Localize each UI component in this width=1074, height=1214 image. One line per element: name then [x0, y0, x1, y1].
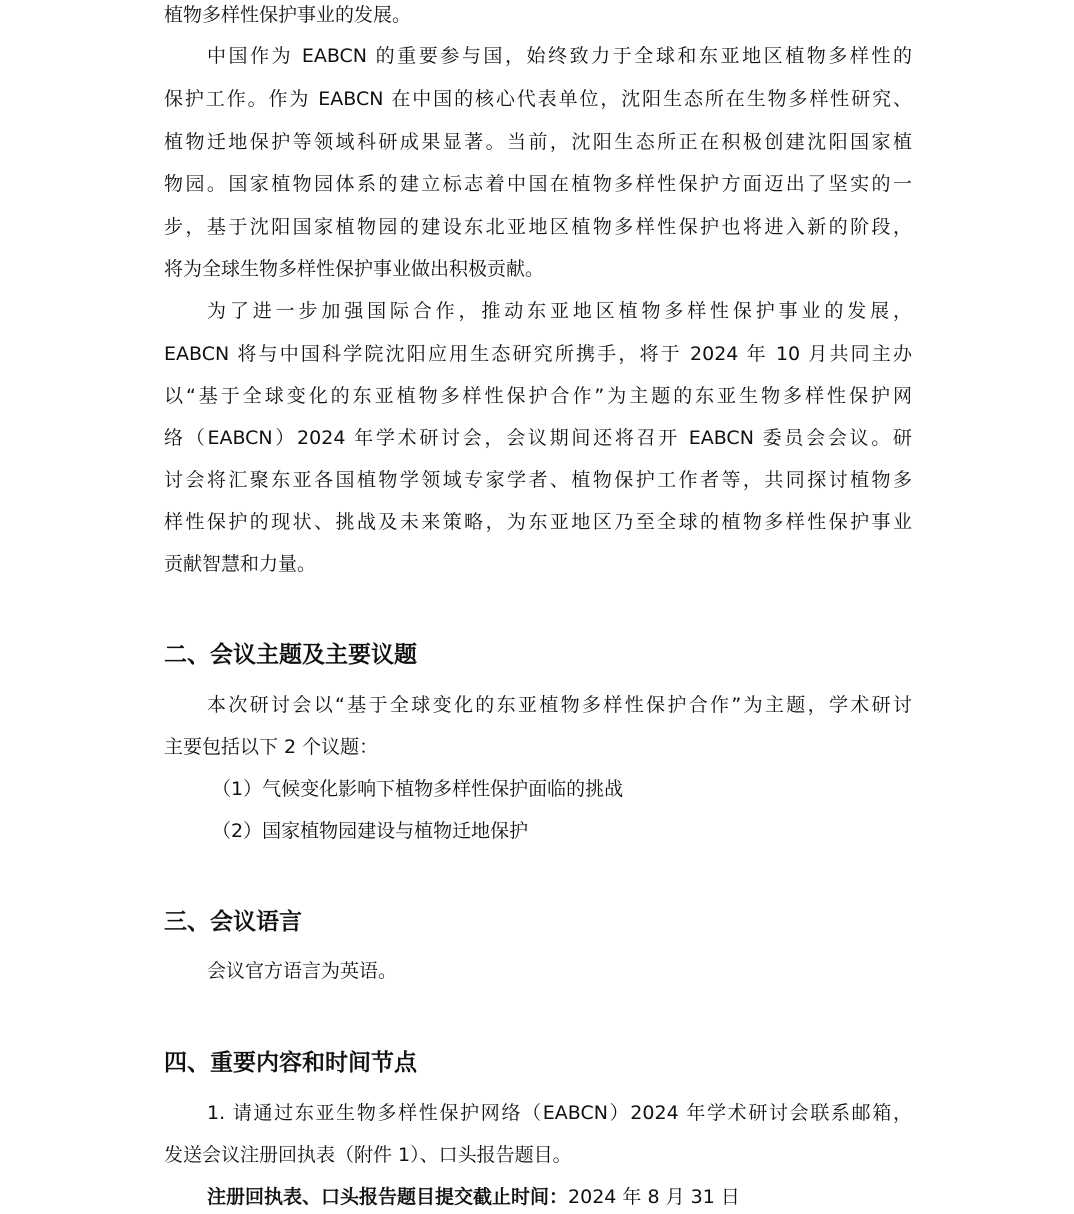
- para-coop-line-5: 讨会将汇聚东亚各国植物学领域专家学者、植物保护工作者等，共同探讨植物多: [164, 469, 912, 491]
- section2-item-1: （1）气候变化影响下植物多样性保护面临的挑战: [212, 778, 624, 800]
- para-coop-line-4: 络（EABCN）2024 年学术研讨会，会议期间还将召开 EABCN 委员会会议。研: [164, 427, 912, 449]
- para-china-line-4: 物园。国家植物园体系的建立标志着中国在植物多样性保护方面迈出了坚实的一: [164, 173, 912, 195]
- section2-body-line-2: 主要包括以下 2 个议题：: [164, 736, 379, 758]
- section3-heading: 三、会议语言: [164, 909, 302, 935]
- para-china-line-3: 植物迁地保护等领域科研成果显著。当前，沈阳生态所正在积极创建沈阳国家植: [164, 131, 912, 153]
- para-china-line-2: 保护工作。作为 EABCN 在中国的核心代表单位，沈阳生态所在生物多样性研究、: [164, 88, 912, 110]
- intro-tail: 植物多样性保护事业的发展。: [164, 4, 412, 26]
- para-china-line-6: 将为全球生物多样性保护事业做出积极贡献。: [164, 258, 545, 280]
- para-china-line-5: 步，基于沈阳国家植物园的建设东北亚地区植物多样性保护也将进入新的阶段，: [164, 216, 912, 238]
- para-china-line-1: 中国作为 EABCN 的重要参与国，始终致力于全球和东亚地区植物多样性的: [207, 45, 912, 67]
- section4-body-line-2: 发送会议注册回执表（附件 1）、口头报告题目。: [164, 1144, 572, 1166]
- deadline-label: 注册回执表、口头报告题目提交截止时间：: [207, 1186, 569, 1208]
- deadline-line: [207, 1185, 912, 1209]
- section2-body-line-1: 本次研讨会以“基于全球变化的东亚植物多样性保护合作”为主题，学术研讨: [207, 694, 912, 716]
- section2-item-2: （2）国家植物园建设与植物迁地保护: [212, 820, 529, 842]
- para-coop-line-7: 贡献智慧和力量。: [164, 553, 317, 575]
- section3-body: 会议官方语言为英语。: [207, 960, 398, 982]
- section4-heading: 四、重要内容和时间节点: [164, 1050, 417, 1076]
- section2-heading: 二、会议主题及主要议题: [164, 642, 417, 668]
- para-coop-line-3: 以“基于全球变化的东亚植物多样性保护合作”为主题的东亚生物多样性保护网: [164, 385, 912, 407]
- para-coop-line-2: EABCN 将与中国科学院沈阳应用生态研究所携手，将于 2024 年 10 月共同主办: [164, 343, 912, 365]
- section4-body-line-1: 1. 请通过东亚生物多样性保护网络（EABCN）2024 年学术研讨会联系邮箱，: [207, 1102, 912, 1124]
- para-coop-line-1: 为了进一步加强国际合作，推动东亚地区植物多样性保护事业的发展，: [207, 300, 912, 322]
- para-coop-line-6: 样性保护的现状、挑战及未来策略，为东亚地区乃至全球的植物多样性保护事业: [164, 511, 912, 533]
- deadline-value: 2024 年 8 月 31 日: [568, 1186, 740, 1208]
